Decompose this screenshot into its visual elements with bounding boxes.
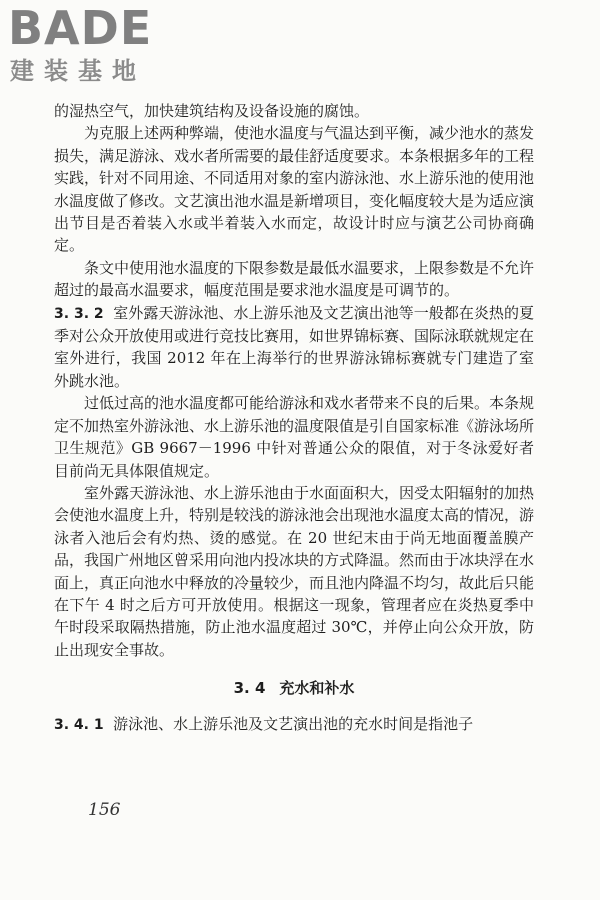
paragraph-2: 为克服上述两种弊端，使池水温度与气温达到平衡，减少池水的蒸发损失，满足游泳、戏水者所需要的最佳舒适度要求。本条根据多年的工程实践，针对不同用途、不同适用对象的室内游泳池、水上游乐池的使用池水温度做了修改。文艺演出池水温是新增项目，变化幅度较大是为适应演出节目是否着装入水或半着装入水而定，故设计时应与演艺公司协商确定。 (54, 124, 535, 255)
page-number: 156 (88, 800, 121, 820)
clause-number: 3. 4. 1 (54, 717, 104, 734)
paragraph-5: 过低过高的池水温度都可能给游泳和戏水者带来不良的后果。本条规定不加热室外游泳池、水上游乐池的温度限值是引自国家标准《游泳场所卫生规范》GB 9667－1996 中针对普通公众的限值，对于冬泳爱好者目前尚无具体限值规定。 (54, 394, 535, 480)
logo-subtitle: 建装基地 (10, 57, 146, 85)
paragraph-3: 条文中使用池水温度的下限参数是最低水温要求，上限参数是不允许超过的最高水温要求，幅度范围是要求池水温度是可调节的。 (54, 258, 535, 300)
clause-text: 游泳池、水上游乐池及文艺演出池的充水时间是指池子 (113, 715, 474, 734)
clause-3-3-2 (54, 302, 534, 393)
logo-brand-text: BADE (8, 1, 153, 55)
section-title: 充水和补水 (279, 679, 355, 698)
clause-text: 室外露天游泳池、水上游乐池及文艺演出池等一般都在炎热的夏季对公众开放使用或进行竞技比赛用，如世界锦标赛、国际泳联就规定在室外进行，我国 2012 年在上海举行的世界游泳锦标赛就专门建造了室外跳水池。 (54, 303, 535, 390)
bade-logo (6, 2, 186, 94)
section-number: 3. 4 (233, 679, 266, 698)
clause-number: 3. 3. 2 (54, 305, 104, 322)
page-body (54, 100, 534, 737)
clause-3-4-1 (54, 713, 534, 736)
paragraph-1: 的湿热空气，加快建筑结构及设备设施的腐蚀。 (54, 102, 370, 120)
section-heading (54, 677, 534, 699)
paragraph-6: 室外露天游泳池、水上游乐池由于水面面积大，因受太阳辐射的加热会使池水温度上升，特别是较浅的游泳池会出现池水温度太高的情况，游泳者入池后会有灼热、烫的感觉。在 20 世纪末由于尚无地面覆盖膜产品，我国广州地区曾采用向池内投冰块的方式降温。然而由于冰块浮在水面上，真正向池水中释放的冷量较少，而且池内降温不均匀，故此后只能在下午 4 时之后方可开放使用。根据这一现象，管理者应在炎热夏季中午时段采取隔热措施，防止池水温度超过 30℃，并停止向公众开放，防止出现安全事故。 (54, 483, 535, 659)
